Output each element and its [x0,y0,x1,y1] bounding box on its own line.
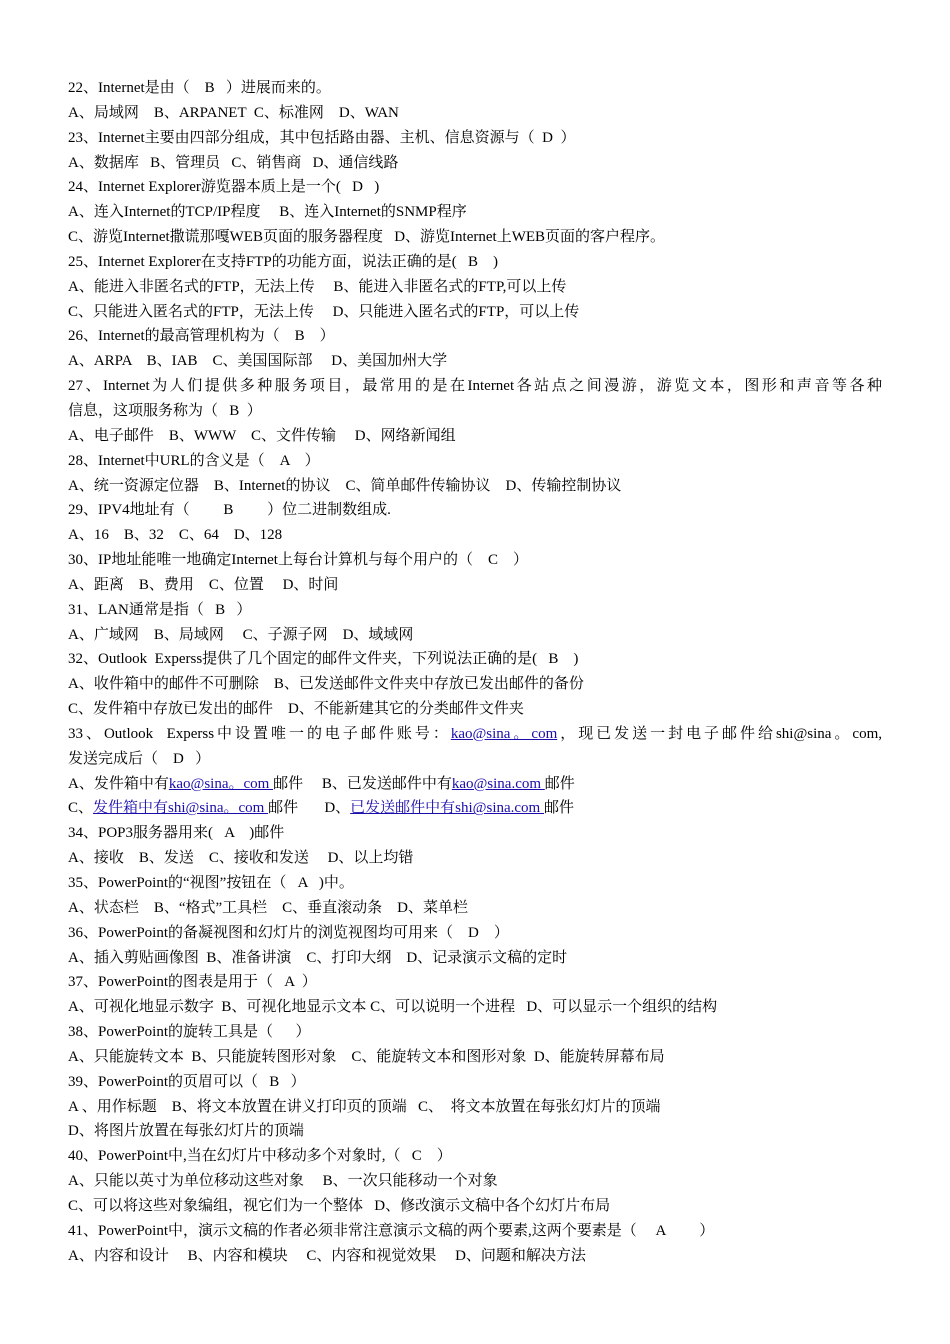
text-line: 37、PowerPoint的图表是用于（ A ） [68,974,317,991]
text-line: A、统一资源定位器 B、Internet的协议 C、简单邮件传输协议 D、传输控制协议 [68,477,622,494]
text-line: D、将图片放置在每张幻灯片的顶端 [68,1123,304,1140]
text-line: 29、IPV4地址有（ B ）位二进制数组成. [68,502,391,519]
text-line: 41、PowerPoint中，演示文稿的作者必须非常注意演示文稿的两个要素,这两个要素是（ A ） [68,1222,715,1239]
text-line: A、插入剪贴画像图 B、准备讲演 C、打印大纲 D、记录演示文稿的定时 [68,949,568,966]
text-line: 40、PowerPoint中,当在幻灯片中移动多个对象时,（ C ） [68,1148,452,1165]
text-line: C、只能进入匿名式的FTP，无法上传 D、只能进入匿名式的FTP，可以上传 [68,303,580,320]
text-line [0,722,950,747]
text-line: A、只能以英寸为单位移动这些对象 B、一次只能移动一个对象 [68,1173,498,1190]
email-link[interactable]: kao@sina。com [168,775,274,792]
text-line: 发送完成后（ D ） [68,750,211,767]
text-line: 信息，这项服务称为（ B ） [68,402,262,419]
text-line: A 、用作标题 B、将文本放置在讲义打印页的顶端 C、 将文本放置在每张幻灯片的顶端 [68,1098,661,1115]
text-line: A、接收 B、发送 C、接收和发送 D、以上均错 [68,850,414,867]
text-line: A、16 B、32 C、64 D、128 [68,527,283,544]
text-line: 26、Internet的最高管理机构为（ B ） [68,328,335,345]
text-line: A、距离 B、费用 C、位置 D、时间 [68,576,339,593]
text-line: 32、Outlook Experss提供了几个固定的邮件文件夹，下列说法正确的是( B ) [68,651,579,668]
text-segment: A、发件箱中有 [68,775,169,792]
text-line: A、可视化地显示数字 B、可视化地显示文本 C、可以说明一个进程 D、可以显示一个组织的结构 [68,999,718,1016]
text-line: A、只能旋转文本 B、只能旋转图形对象 C、能旋转文本和图形对象 D、能旋转屏幕布局 [68,1048,665,1065]
text-line: A、收件箱中的邮件不可删除 B、已发送邮件文件夹中存放已发出邮件的备份 [68,676,584,693]
text-line: 25、Internet Explorer在支持FTP的功能方面，说法正确的是( B ) [68,253,498,270]
text-line: A、广域网 B、局域网 C、子源子网 D、域域网 [68,626,414,643]
text-line: 38、PowerPoint的旋转工具是（ ） [68,1024,311,1041]
text-segment: C、 [68,800,94,817]
text-line: A、数据库 B、管理员 C、销售商 D、通信线路 [68,154,399,171]
text-segment: 邮件 [544,775,575,792]
text-line: A、状态栏 B、“格式”工具栏 C、垂直滚动条 D、菜单栏 [68,899,468,916]
text-segment: 邮件 B、已发送邮件中有 [273,775,452,792]
email-link[interactable]: 已发送邮件中有shi@sina.com [350,800,544,817]
text-segment: 邮件 [543,800,574,817]
text-line: 30、IP地址能唯一地确定Internet上每台计算机与每个用户的（ C ） [68,552,528,569]
text-line: C、可以将这些对象编组，视它们为一个整体 D、修改演示文稿中各个幻灯片布局 [68,1197,611,1214]
text-line: A、能进入非匿名式的FTP，无法上传 B、能进入非匿名式的FTP,可以上传 [68,278,567,295]
text-line: 39、PowerPoint的页眉可以（ B ） [68,1073,306,1090]
text-line: C、发件箱中存放已发出的邮件 D、不能新建其它的分类邮件文件夹 [68,701,524,718]
text-line: A、连入Internet的TCP/IP程度 B、连入Internet的SNMP程序 [68,204,467,221]
email-link[interactable]: 发件箱中有shi@sina。com [93,800,269,817]
text-line: 24、Internet Explorer游览器本质上是一个( D ) [68,179,380,196]
text-line: A、ARPA B、IAB C、美国国际部 D、美国加州大学 [68,353,448,370]
text-segment: ，现已发送一封电子邮件给shi@sina。com, [557,725,882,742]
text-line: 28、Internet中URL的含义是（ A ） [68,452,320,469]
text-line: 34、POP3服务器用来( A )邮件 [68,825,285,842]
text-line [0,796,950,821]
text-line: A、电子邮件 B、WWW C、文件传输 D、网络新闻组 [68,427,456,444]
text-line: 22、Internet是由（ B ）进展而来的。 [68,80,331,96]
text-line: 35、PowerPoint的“视图”按钮在（ A )中。 [68,875,354,891]
text-line: 31、LAN通常是指（ B ） [68,601,252,618]
text-line: 36、PowerPoint的备凝视图和幻灯片的浏览视图均可用来（ D ） [68,924,509,941]
text-line: A、内容和设计 B、内容和模块 C、内容和视觉效果 D、问题和解决方法 [68,1247,586,1264]
text-segment: 33、Outlook Experss中设置唯一的电子邮件账号： [68,725,451,742]
email-link[interactable]: kao@sina.com [451,775,545,792]
text-segment: 邮件 D、 [268,800,351,817]
text-line: 27、Internet为人们提供多种服务项目，最常用的是在Internet各站点之间漫游，游览文本，图形和声音等各种 [68,378,882,395]
text-line [0,772,950,797]
document-page [0,76,950,1269]
email-link[interactable]: kao@sina。com [450,725,558,742]
text-line: C、游览Internet撒谎那嘎WEB页面的服务器程度 D、游览Internet上WEB页面的客户程序。 [68,229,666,246]
text-line: 23、Internet主要由四部分组成，其中包括路由器、主机、信息资源与（ D ） [68,129,576,146]
text-line: A、局域网 B、ARPANET C、标准网 D、WAN [68,104,399,121]
